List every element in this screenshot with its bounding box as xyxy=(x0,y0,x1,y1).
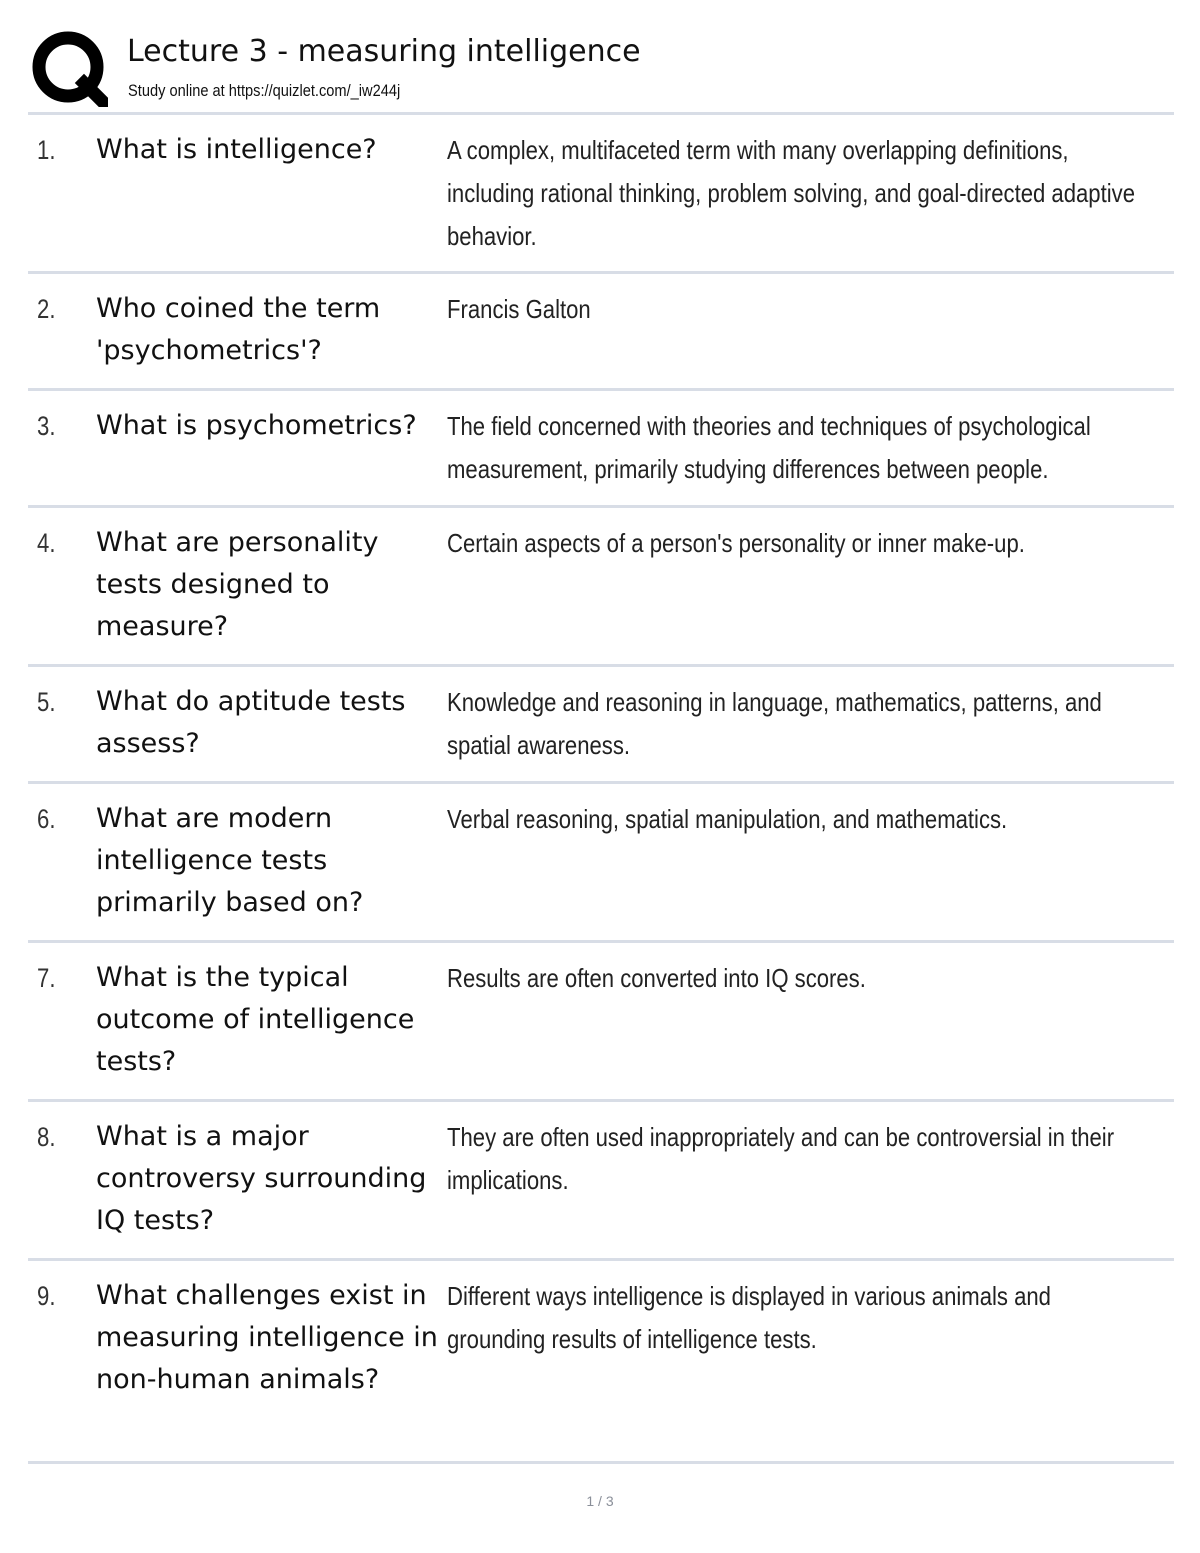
card-number: 3. xyxy=(37,411,56,441)
card-number: 1. xyxy=(37,135,56,165)
card-number: 6. xyxy=(37,804,56,834)
card-definition: The field concerned with theories and techniques of psychological measurement, primarily studying differences between people. xyxy=(447,411,1091,484)
card-term: What is the typical outcome of intelligence tests? xyxy=(96,962,415,1077)
card-definition: Verbal reasoning, spatial manipulation, and mathematics. xyxy=(447,804,1008,834)
card-definition: Knowledge and reasoning in language, mathematics, patterns, and spatial awareness. xyxy=(447,687,1102,760)
card-definition: A complex, multifaceted term with many overlapping definitions, including rational thinking, problem solving, and goal-directed adaptive behavior. xyxy=(447,135,1135,251)
flashcard-row xyxy=(28,115,1174,274)
card-number: 9. xyxy=(37,1281,56,1311)
flashcard-row xyxy=(28,1102,1174,1261)
page-title: Lecture 3 - measuring intelligence xyxy=(127,34,641,69)
card-definition: Different ways intelligence is displayed in various animals and grounding results of intelligence tests. xyxy=(447,1281,1051,1354)
card-number: 4. xyxy=(37,528,56,558)
card-definition: They are often used inappropriately and can be controversial in their implications. xyxy=(447,1122,1115,1195)
flashcard-row xyxy=(28,1261,1174,1464)
card-definition: Francis Galton xyxy=(447,294,591,324)
study-online-link-text: Study online at https://quizlet.com/_iw244j xyxy=(128,81,401,100)
card-term: What are modern intelligence tests primarily based on? xyxy=(96,803,364,918)
page-header xyxy=(28,28,1174,112)
card-term: What challenges exist in measuring intelligence in non-human animals? xyxy=(96,1280,438,1395)
card-term: What do aptitude tests assess? xyxy=(96,686,406,759)
page-number: 1 / 3 xyxy=(586,1493,614,1509)
card-number: 8. xyxy=(37,1122,56,1152)
card-definition: Certain aspects of a person's personality or inner make-up. xyxy=(447,528,1025,558)
card-definition: Results are often converted into IQ scores. xyxy=(447,963,866,993)
flashcard-row xyxy=(28,943,1174,1102)
card-term: Who coined the term 'psychometrics'? xyxy=(96,293,381,366)
flashcard-list xyxy=(28,115,1174,1464)
flashcard-row xyxy=(28,784,1174,943)
flashcard-row xyxy=(28,508,1174,667)
card-term: What is a major controversy surrounding IQ tests? xyxy=(96,1121,427,1236)
quizlet-logo-icon xyxy=(32,31,108,107)
card-number: 7. xyxy=(37,963,56,993)
card-term: What is intelligence? xyxy=(96,134,377,165)
card-number: 5. xyxy=(37,687,56,717)
card-number: 2. xyxy=(37,294,56,324)
flashcard-row xyxy=(28,667,1174,784)
card-term: What is psychometrics? xyxy=(96,410,417,441)
flashcard-row xyxy=(28,274,1174,391)
flashcard-row xyxy=(28,391,1174,508)
card-term: What are personality tests designed to measure? xyxy=(96,527,379,642)
